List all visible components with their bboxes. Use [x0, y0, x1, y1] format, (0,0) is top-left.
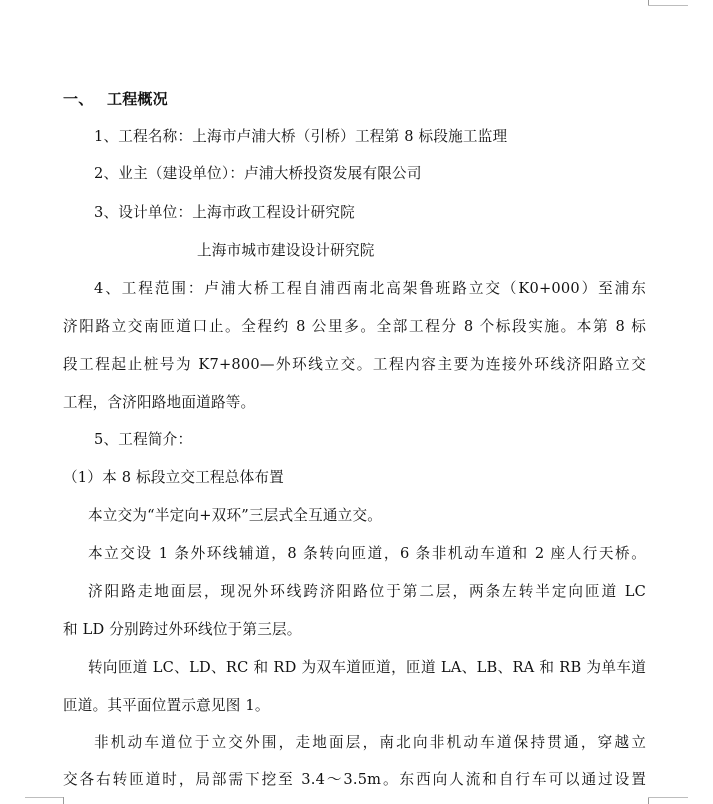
crop-mark-bottom-right-h: [648, 797, 688, 798]
paragraph-4-line-1: 转向匝道 LC、LD、RC 和 RD 为双车道匝道，匝道 LA、LB、RA 和 RB 为单车道: [88, 659, 646, 676]
item-scope-line-2: 济阳路立交南匝道口止。全程约 8 公里多。全部工程分 8 个标段实施。本第 8 标: [63, 318, 646, 335]
item-designer: 3、设计单位：上海市政工程设计研究院: [94, 204, 355, 221]
crop-mark-top-right-h: [648, 5, 688, 6]
paragraph-5-line-1: 非机动车道位于立交外围，走地面层，南北向非机动车道保持贯通，穿越立: [94, 734, 646, 751]
item-scope-line-4: 工程，含济阳路地面道路等。: [63, 394, 256, 411]
item-brief: 5、工程简介：: [94, 431, 193, 448]
section-title: 工程概况: [107, 90, 168, 108]
item-owner: 2、业主（建设单位）：卢浦大桥投资发展有限公司: [94, 165, 422, 182]
section-number: 一、: [63, 90, 94, 108]
item-scope-line-1: 4、工程范围：卢浦大桥工程自浦西南北高架鲁班路立交（K0+000）至浦东: [94, 280, 646, 297]
paragraph-1: 本立交为“半定向+双环”三层式全互通立交。: [88, 507, 383, 524]
crop-mark-bottom-left: [63, 797, 64, 804]
crop-mark-bottom-right: [648, 797, 649, 804]
item-project-name: 1、工程名称：上海市卢浦大桥（引桥）工程第 8 标段施工监理: [94, 128, 508, 145]
paragraph-3-line-1: 济阳路走地面层，现况外环线跨济阳路位于第二层，两条左转半定向匝道 LC: [88, 583, 646, 600]
crop-mark-bottom-left-h: [25, 797, 63, 798]
paragraph-3-line-2: 和 LD 分别跨过外环线位于第三层。: [63, 621, 302, 638]
item-designer-second: 上海市城市建设设计研究院: [197, 242, 375, 259]
item-scope-line-3: 段工程起止桩号为 K7+800—外环线立交。工程内容主要为连接外环线济阳路立交: [63, 356, 646, 373]
paragraph-5-line-2: 交各右转匝道时，局部需下挖至 3.4～3.5m。东西向人流和自行车可以通过设置: [63, 771, 646, 788]
paragraph-2: 本立交设 1 条外环线辅道，8 条转向匝道，6 条非机动车道和 2 座人行天桥。: [88, 545, 646, 562]
subsection-title: （1）本 8 标段立交工程总体布置: [63, 469, 284, 486]
paragraph-4-line-2: 匝道。其平面位置示意见图 1。: [63, 697, 270, 714]
